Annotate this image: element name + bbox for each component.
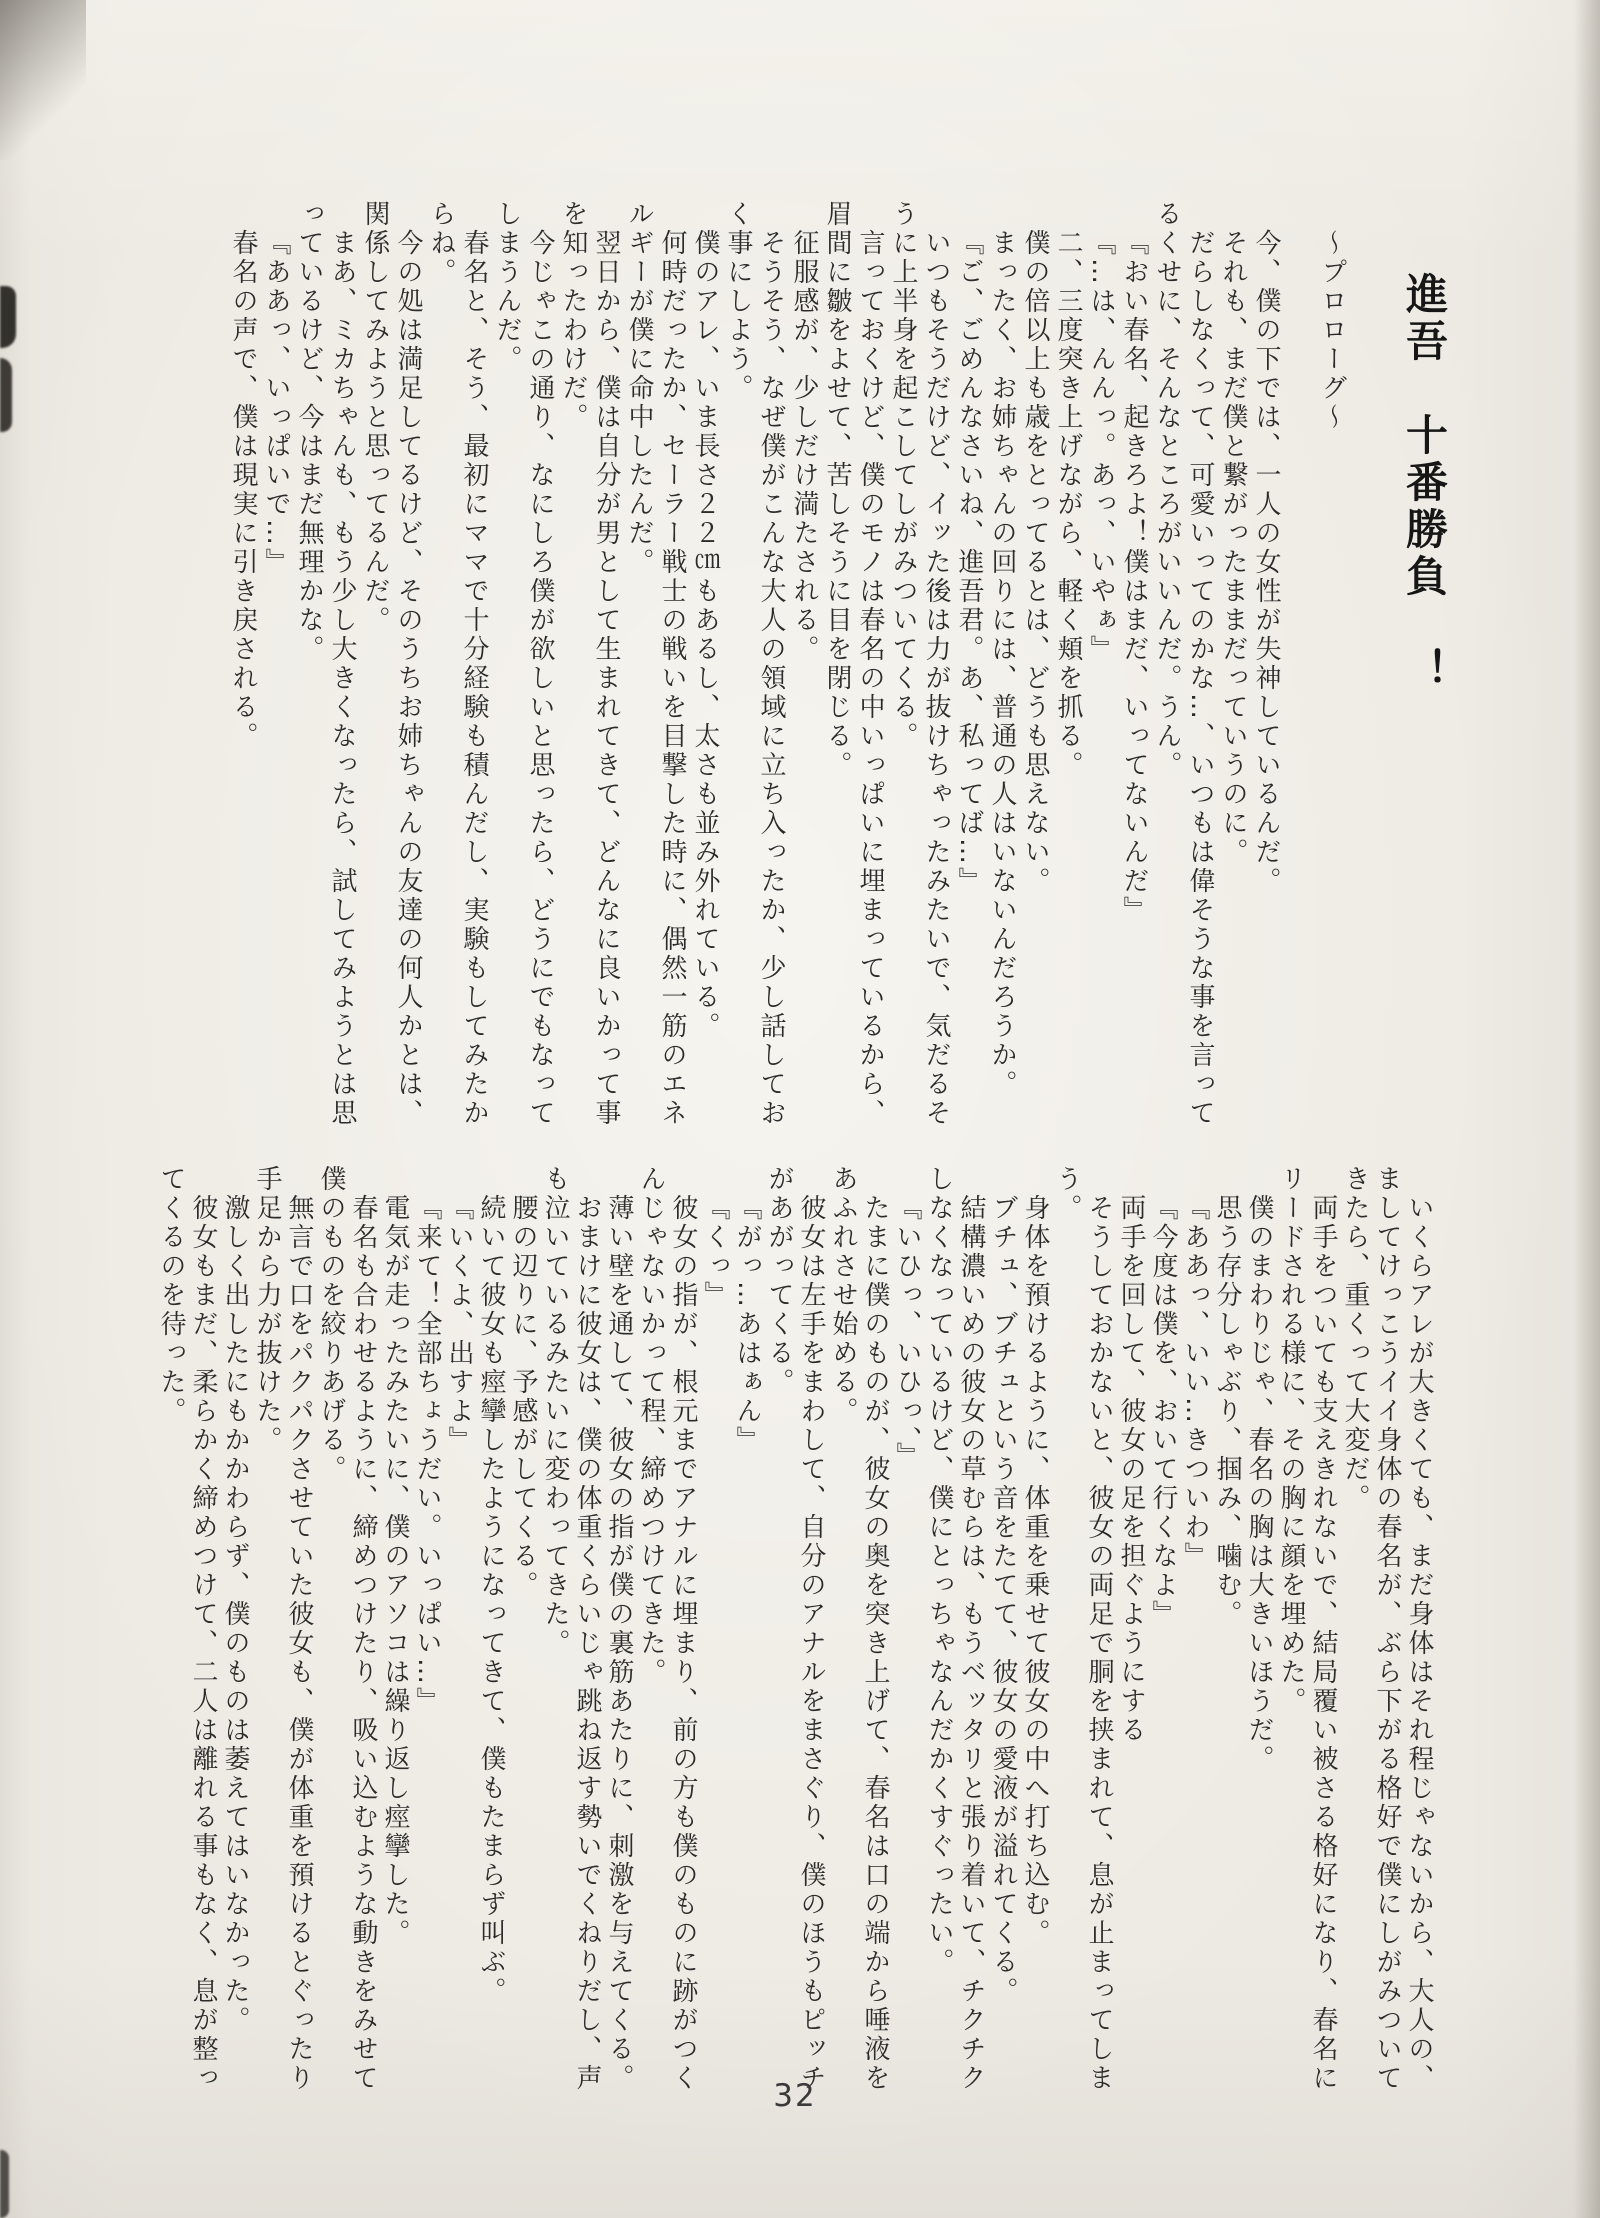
text-column: 電気が走ったみたいに、僕のアソコは繰り返し痙攣した。 [380,1194,410,1948]
text-column: も泣いているみたいに変わってきた。 [540,1165,570,1658]
text-column: 思う存分しゃぶり、掴み、噛む。 [1212,1194,1242,1629]
text-column: 『ああっ、いっぱいで…』 [261,229,291,577]
text-column: 今、僕の下では、一人の女性が失神しているんだ。 [1251,229,1281,896]
text-column: いくらアレが大きくても、まだ身体はそれ程じゃないから、大人の、 [1404,1194,1434,2093]
text-column: そうしておかないと、彼女の両足で胴を挟まれて、息が止まってしま [1084,1194,1114,2093]
text-column: 言っておくけど、僕のモノは春名の中いっぱいに埋まっているから、 [855,229,885,1128]
text-column: それも、まだ僕と繋がったままだっていうのに。 [1218,229,1248,867]
scan-artifact-corner [0,0,86,160]
text-column: 眉間に皺をよせて、苦しそうに目を閉じる。 [822,200,852,780]
text-column: 彼女は左手をまわして、自分のアナルをまさぐり、僕のほうもピッチ [796,1194,826,2093]
text-column: ブチュ、ブチュという音をたてて、彼女の愛液が溢れてくる。 [988,1194,1018,2006]
text-column: 彼女の指が、根元までアナルに埋まり、前の方も僕のものに跡がつく [668,1194,698,2093]
prologue-text-block [223,200,1345,1135]
scan-artifact [0,2150,9,2218]
text-column: 両手を回して、彼女の足を担ぐようにする [1116,1194,1146,1745]
text-column: 僕のアレ、いま長さ２２㎝もあるし、太さも並み外れている。 [690,229,720,1041]
text-column: 僕のものを絞りあげる。 [316,1165,346,1484]
text-column: 身体を預けるように、体重を乗せて彼女の中へ打ち込む。 [1020,1194,1050,1948]
story-text-block [152,1165,1432,2160]
text-column: ルギーが僕に命中したんだ。 [624,200,654,577]
text-column: ましてけっこうイイ身体の春名が、ぶら下がる格好で僕にしがみついて [1372,1165,1402,2093]
text-column: しまうんだ。 [492,200,522,374]
text-column: そうそう、なぜ僕がこんな大人の領域に立ち入ったか、少し話してお [756,229,786,1128]
text-column: 『いひっ、いひっ、』 [892,1194,922,1471]
text-column: 春名と、そう、最初にママで十分経験も積んだし、実験もしてみたか [459,229,489,1128]
text-column: 僕の倍以上も歳をとってるとは、どうも思えない。 [1020,229,1050,896]
text-column: 何時だったか、セーラー戦士の戦いを目撃した時に、偶然一筋のエネ [657,229,687,1128]
text-column: るくせに、そんなところがいいんだ。うん。 [1152,200,1182,780]
text-column: うに上半身を起こしてしがみついてくる。 [888,200,918,751]
text-column: 〜プロローグ〜 [1317,229,1347,432]
text-column: 春名の声で、僕は現実に引き戻される。 [228,229,258,751]
text-column: 腰の辺りに、予感がしてくる。 [508,1194,538,1600]
text-column: 僕のまわりじゃ、春名の胸は大きいほうだ。 [1244,1194,1274,1774]
text-column: 『ご、ごめんなさいね、進吾君。あ、私ってば…』 [954,229,984,896]
text-column: 無言で口をパクパクさせていた彼女も、僕が体重を預けるとぐったり [284,1194,314,2093]
text-column: く事にしよう。 [723,200,753,403]
text-column: 続いて彼女も痙攣したようになってきて、僕もたまらず叫ぶ。 [476,1194,506,2006]
text-column: んじゃないかって程、締めつけてきた。 [636,1165,666,1687]
text-column: まったく、お姉ちゃんの回りには、普通の人はいないんだろうか。 [987,229,1017,1099]
text-column: 今の処は満足してるけど、そのうちお姉ちゃんの友達の何人かとは、 [393,229,423,1128]
text-column: 両手をついても支えきれないで、結局覆い被さる格好になり、春名に [1308,1194,1338,2093]
scan-edge-shadow [1574,0,1600,2218]
page-number: 32 [773,2078,817,2114]
text-column: 春名も合わせるように、締めつけたり、吸い込むような動きをみせて [348,1194,378,2093]
text-column: 翌日から、僕は自分が男として生まれてきて、どんなに良いかって事 [591,229,621,1128]
text-column: 『くっ』 [700,1194,730,1310]
story-title: 進吾 十番勝負 ！ [1400,272,1449,695]
text-column: 薄い壁を通して、彼女の指が僕の裏筋あたりに、刺激を与えてくる。 [604,1194,634,2093]
text-column: 『おい春名、起きろよ！僕はまだ、いってないんだ』 [1119,229,1149,925]
text-column: 今じゃこの通り、なにしろ僕が欲しいと思ったら、どうにでもなって [525,229,555,1128]
text-column: 『来て！全部ちょうだい。いっぱい…』 [412,1194,442,1716]
text-column: てくるのを待った。 [156,1165,186,1426]
text-column: を知ったわけだ。 [558,200,588,432]
text-column: 関係してみようと思ってるんだ。 [360,200,390,635]
text-column: 『今度は僕を、おいて行くなよ』 [1148,1194,1178,1629]
text-column: 彼女もまだ、柔らかく締めつけて、二人は離れる事もなく、息が整っ [188,1194,218,2093]
text-column: があがってくる。 [764,1165,794,1397]
text-column: 結構濃いめの彼女の草むらは、もうベッタリと張り着いて、チクチク [956,1194,986,2093]
text-column: 二、三度突き上げながら、軽く頬を抓る。 [1053,229,1083,780]
column-spacer [1285,200,1312,1135]
text-column: たまに僕のものが、彼女の奥を突き上げて、春名は口の端から唾液を [860,1194,890,2093]
text-column: まあ、ミカちゃんも、もう少し大きくなったら、試してみようとは思 [327,229,357,1128]
text-column: 手足から力が抜けた。 [252,1165,282,1455]
text-column: 征服感が、少しだけ満たされる。 [789,229,819,664]
scan-artifact [0,358,12,432]
text-column: きたら、重くって大変だ。 [1340,1165,1370,1513]
text-column: う。 [1052,1165,1082,1223]
text-column: 『いくよ、出すよ』 [444,1194,474,1455]
text-column: いつもそうだけど、イッた後は力が抜けちゃったみたいで、気だるそ [921,229,951,1128]
text-column: 『…は、んんっ。あっ、いやぁ』 [1086,229,1116,664]
text-column: らね。 [426,200,456,287]
text-column: 『ああっ、いい…きついわ』 [1180,1194,1210,1571]
text-column: リードされる様に、その胸に顔を埋めた。 [1276,1165,1306,1716]
text-column: 『がっ…あはぁん』 [732,1194,762,1455]
text-column: っているけど、今はまだ無理かな。 [294,200,324,664]
text-column: あふれさせ始める。 [828,1165,858,1426]
text-column: しなくなっているけど、僕にとっちゃなんだかくすぐったい。 [924,1165,954,1977]
text-column: だらしなくって、可愛いってのかな…、いつもは偉そうな事を言って [1185,229,1215,1128]
scan-artifact [0,286,16,348]
text-column: 激しく出したにもかかわらず、僕のものは萎えてはいなかった。 [220,1194,250,2035]
text-column: おまけに彼女は、僕の体重くらいじゃ跳ね返す勢いでくねりだし、声 [572,1194,602,2093]
